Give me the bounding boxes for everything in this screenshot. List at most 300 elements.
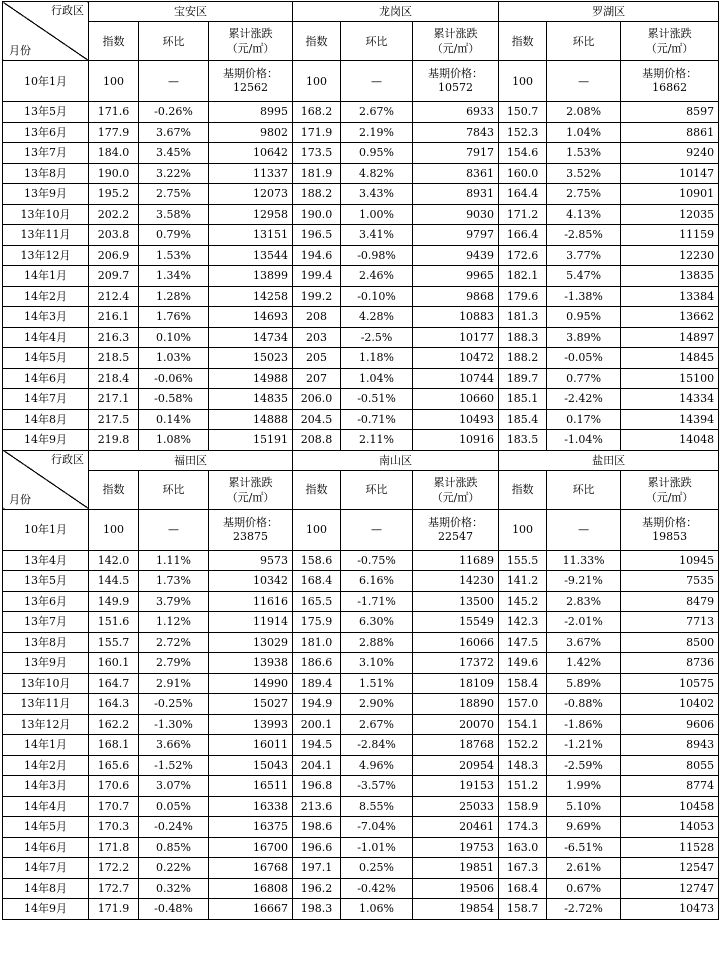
- index-cell: 190.0: [89, 163, 139, 184]
- cumulative-price-cell: 18109: [413, 673, 499, 694]
- base-price-value: 23875: [233, 529, 269, 543]
- mom-cell: 1.03%: [139, 348, 209, 369]
- cumulative-price-cell: 19153: [413, 776, 499, 797]
- cumulative-price-cell: 10660: [413, 389, 499, 410]
- table-row: [3, 817, 719, 838]
- index-cell: 168.1: [89, 735, 139, 756]
- mom-cell: -7.04%: [341, 817, 413, 838]
- mom-cell: 11.33%: [547, 550, 621, 571]
- cumulative-price-cell: 13384: [621, 286, 719, 307]
- table-row: [3, 694, 719, 715]
- index-cell: 217.5: [89, 409, 139, 430]
- month-cell: 14年8月: [3, 409, 89, 430]
- col-header-cumulative-line1: 累计涨跌: [228, 475, 273, 489]
- cumulative-price-cell: 9965: [413, 266, 499, 287]
- index-cell: 154.6: [499, 143, 547, 164]
- mom-cell: 2.75%: [547, 184, 621, 205]
- mom-cell: -1.04%: [547, 430, 621, 451]
- month-cell: 14年7月: [3, 858, 89, 879]
- mom-cell: 2.72%: [139, 632, 209, 653]
- table-row: [3, 204, 719, 225]
- col-header-cumulative-line2: （元/㎡）: [645, 42, 694, 55]
- index-cell: 205: [293, 348, 341, 369]
- corner-month-label: 月份: [9, 492, 31, 506]
- index-cell: 164.4: [499, 184, 547, 205]
- index-cell: 170.6: [89, 776, 139, 797]
- cumulative-price-cell: 20461: [413, 817, 499, 838]
- mom-cell: 1.12%: [139, 612, 209, 633]
- mom-cell: 3.79%: [139, 591, 209, 612]
- cumulative-price-cell: 10473: [621, 899, 719, 920]
- cumulative-price-cell: 19851: [413, 858, 499, 879]
- cumulative-price-cell: 16511: [209, 776, 293, 797]
- index-cell: 203.8: [89, 225, 139, 246]
- cumulative-price-cell: 9573: [209, 550, 293, 571]
- index-cell: 100: [499, 61, 547, 102]
- index-cell: 182.1: [499, 266, 547, 287]
- cumulative-price-cell: 16808: [209, 878, 293, 899]
- mom-cell: 1.51%: [341, 673, 413, 694]
- index-cell: 158.7: [499, 899, 547, 920]
- index-cell: 206.0: [293, 389, 341, 410]
- index-cell: 185.1: [499, 389, 547, 410]
- mom-cell: 2.46%: [341, 266, 413, 287]
- mom-cell: 0.14%: [139, 409, 209, 430]
- table-row: [3, 612, 719, 633]
- mom-cell: 5.10%: [547, 796, 621, 817]
- base-price-label: 基期价格：: [642, 515, 698, 529]
- cumulative-price-cell: 9797: [413, 225, 499, 246]
- index-cell: 179.6: [499, 286, 547, 307]
- mom-cell: 0.05%: [139, 796, 209, 817]
- cumulative-price-cell: 8774: [621, 776, 719, 797]
- base-price-label: 基期价格：: [428, 515, 484, 529]
- mom-cell: 0.77%: [547, 368, 621, 389]
- table-row: [3, 286, 719, 307]
- mom-cell: 0.85%: [139, 837, 209, 858]
- table-row: [3, 755, 719, 776]
- cumulative-price-cell: 14258: [209, 286, 293, 307]
- cumulative-price-cell: 10493: [413, 409, 499, 430]
- table-row: [3, 368, 719, 389]
- cumulative-price-cell: 10402: [621, 694, 719, 715]
- mom-cell: -0.75%: [341, 550, 413, 571]
- mom-cell: 2.88%: [341, 632, 413, 653]
- index-cell: 163.0: [499, 837, 547, 858]
- index-cell: 152.3: [499, 122, 547, 143]
- col-header-cumulative: [413, 22, 499, 61]
- cumulative-price-cell: 15043: [209, 755, 293, 776]
- mom-cell: 8.55%: [341, 796, 413, 817]
- mom-cell: 2.83%: [547, 591, 621, 612]
- col-header-cumulative-line1: 累计涨跌: [647, 27, 692, 40]
- table-row: [3, 550, 719, 571]
- index-cell: 170.3: [89, 817, 139, 838]
- cumulative-price-cell: 13835: [621, 266, 719, 287]
- mom-cell: —: [341, 509, 413, 550]
- mom-cell: -2.5%: [341, 327, 413, 348]
- index-cell: 208: [293, 307, 341, 328]
- index-cell: 141.2: [499, 571, 547, 592]
- cumulative-price-cell: 13029: [209, 632, 293, 653]
- cumulative-price-cell: 10575: [621, 673, 719, 694]
- mom-cell: 5.89%: [547, 673, 621, 694]
- cumulative-price-cell: 14990: [209, 673, 293, 694]
- district-header: 罗湖区: [499, 2, 719, 22]
- mom-cell: 6.16%: [341, 571, 413, 592]
- mom-cell: 0.32%: [139, 878, 209, 899]
- month-cell: 14年2月: [3, 755, 89, 776]
- district-header: 盐田区: [499, 450, 719, 470]
- mom-cell: —: [547, 509, 621, 550]
- index-cell: 184.0: [89, 143, 139, 164]
- col-header-cumulative: [621, 22, 719, 61]
- cumulative-price-cell: 11616: [209, 591, 293, 612]
- cumulative-price-cell: 8479: [621, 591, 719, 612]
- month-cell: 13年8月: [3, 163, 89, 184]
- cumulative-price-cell: 8055: [621, 755, 719, 776]
- mom-cell: 3.52%: [547, 163, 621, 184]
- mom-cell: 2.11%: [341, 430, 413, 451]
- cumulative-price-cell: 10901: [621, 184, 719, 205]
- month-cell: 13年7月: [3, 612, 89, 633]
- mom-cell: -3.57%: [341, 776, 413, 797]
- cumulative-price-cell: 12073: [209, 184, 293, 205]
- cumulative-price-cell: 13151: [209, 225, 293, 246]
- cumulative-price-cell: 14897: [621, 327, 719, 348]
- table-row: [3, 348, 719, 369]
- corner-month-label: 月份: [9, 44, 31, 57]
- index-cell: 100: [293, 509, 341, 550]
- cumulative-price-cell: 16375: [209, 817, 293, 838]
- table-row: [3, 266, 719, 287]
- cumulative-price-cell: 16667: [209, 899, 293, 920]
- cumulative-price-cell: 20070: [413, 714, 499, 735]
- mom-cell: —: [139, 509, 209, 550]
- mom-cell: -0.26%: [139, 102, 209, 123]
- month-cell: 14年4月: [3, 796, 89, 817]
- table-row: [3, 878, 719, 899]
- month-cell: 14年2月: [3, 286, 89, 307]
- base-price-value: 16862: [652, 81, 688, 94]
- cumulative-price-cell: 15100: [621, 368, 719, 389]
- cumulative-price-cell: 9240: [621, 143, 719, 164]
- mom-cell: 0.95%: [341, 143, 413, 164]
- index-cell: 100: [89, 509, 139, 550]
- index-cell: 167.3: [499, 858, 547, 879]
- index-cell: 145.2: [499, 591, 547, 612]
- index-cell: 164.3: [89, 694, 139, 715]
- index-cell: 152.2: [499, 735, 547, 756]
- mom-cell: -0.05%: [547, 348, 621, 369]
- index-cell: 172.6: [499, 245, 547, 266]
- cumulative-price-cell: 15549: [413, 612, 499, 633]
- month-cell: 13年10月: [3, 204, 89, 225]
- cumulative-price-cell: 10642: [209, 143, 293, 164]
- mom-cell: 4.28%: [341, 307, 413, 328]
- cumulative-price-cell: 12958: [209, 204, 293, 225]
- mom-cell: -2.59%: [547, 755, 621, 776]
- col-header-cumulative: [209, 470, 293, 509]
- mom-cell: 0.25%: [341, 858, 413, 879]
- cumulative-price-cell: 10342: [209, 571, 293, 592]
- cumulative-price-cell: 13500: [413, 591, 499, 612]
- cumulative-price-cell: 7917: [413, 143, 499, 164]
- mom-cell: 5.47%: [547, 266, 621, 287]
- mom-cell: -1.21%: [547, 735, 621, 756]
- cumulative-price-cell: 10472: [413, 348, 499, 369]
- col-header-cumulative-line2: （元/㎡）: [226, 42, 275, 55]
- index-cell: 207: [293, 368, 341, 389]
- table-row: [3, 430, 719, 451]
- mom-cell: 2.91%: [139, 673, 209, 694]
- mom-cell: 3.89%: [547, 327, 621, 348]
- corner-region-label: 行政区: [51, 452, 84, 466]
- index-cell: 154.1: [499, 714, 547, 735]
- cumulative-price-cell: 15023: [209, 348, 293, 369]
- col-header-mom: 环比: [139, 22, 209, 61]
- col-header-index: 指数: [499, 22, 547, 61]
- cumulative-price-cell: 7843: [413, 122, 499, 143]
- cumulative-price-cell: 13662: [621, 307, 719, 328]
- table-row: [3, 307, 719, 328]
- cumulative-price-cell: 14053: [621, 817, 719, 838]
- index-cell: 165.5: [293, 591, 341, 612]
- index-cell: 206.9: [89, 245, 139, 266]
- index-cell: 189.4: [293, 673, 341, 694]
- index-cell: 189.7: [499, 368, 547, 389]
- index-cell: 209.7: [89, 266, 139, 287]
- cumulative-price-cell: 10945: [621, 550, 719, 571]
- col-header-index: 指数: [89, 22, 139, 61]
- mom-cell: 3.10%: [341, 653, 413, 674]
- index-cell: 155.5: [499, 550, 547, 571]
- cumulative-price-cell: 11689: [413, 550, 499, 571]
- month-cell: 13年7月: [3, 143, 89, 164]
- index-cell: 174.3: [499, 817, 547, 838]
- index-cell: 188.2: [499, 348, 547, 369]
- mom-cell: 6.30%: [341, 612, 413, 633]
- index-cell: 162.2: [89, 714, 139, 735]
- table-row: [3, 163, 719, 184]
- index-cell: 173.5: [293, 143, 341, 164]
- index-cell: 219.8: [89, 430, 139, 451]
- index-cell: 142.0: [89, 550, 139, 571]
- cumulative-price-cell: 18768: [413, 735, 499, 756]
- cumulative-price-cell: 8500: [621, 632, 719, 653]
- mom-cell: 2.67%: [341, 102, 413, 123]
- month-cell: 13年5月: [3, 571, 89, 592]
- cumulative-price-cell: 9802: [209, 122, 293, 143]
- table-row: [3, 858, 719, 879]
- month-cell: 13年8月: [3, 632, 89, 653]
- cumulative-price-cell: 14334: [621, 389, 719, 410]
- district-header: 福田区: [89, 450, 293, 470]
- cumulative-price-cell: 6933: [413, 102, 499, 123]
- cumulative-price-cell: 10458: [621, 796, 719, 817]
- mom-cell: 3.67%: [547, 632, 621, 653]
- cumulative-price-cell: 15191: [209, 430, 293, 451]
- month-cell: 14年8月: [3, 878, 89, 899]
- index-cell: 155.7: [89, 632, 139, 653]
- mom-cell: -1.71%: [341, 591, 413, 612]
- mom-cell: 1.00%: [341, 204, 413, 225]
- month-cell: 13年12月: [3, 714, 89, 735]
- mom-cell: 0.79%: [139, 225, 209, 246]
- index-cell: 149.9: [89, 591, 139, 612]
- mom-cell: -9.21%: [547, 571, 621, 592]
- month-cell: 13年9月: [3, 184, 89, 205]
- index-cell: 203: [293, 327, 341, 348]
- mom-cell: 2.19%: [341, 122, 413, 143]
- index-cell: 181.3: [499, 307, 547, 328]
- index-cell: 168.2: [293, 102, 341, 123]
- base-price-value: 19853: [652, 529, 688, 543]
- col-header-mom: 环比: [341, 470, 413, 509]
- index-cell: 181.9: [293, 163, 341, 184]
- base-price-cell: [621, 509, 719, 550]
- index-cell: 212.4: [89, 286, 139, 307]
- mom-cell: -2.72%: [547, 899, 621, 920]
- month-cell: 14年7月: [3, 389, 89, 410]
- index-cell: 196.6: [293, 837, 341, 858]
- mom-cell: 2.08%: [547, 102, 621, 123]
- table-row: [3, 571, 719, 592]
- month-cell: 14年9月: [3, 430, 89, 451]
- index-cell: 196.2: [293, 878, 341, 899]
- header-row-columns: [3, 22, 719, 61]
- mom-cell: 0.95%: [547, 307, 621, 328]
- mom-cell: -0.48%: [139, 899, 209, 920]
- mom-cell: 0.17%: [547, 409, 621, 430]
- mom-cell: 2.67%: [341, 714, 413, 735]
- index-cell: 197.1: [293, 858, 341, 879]
- month-cell: 13年6月: [3, 122, 89, 143]
- month-cell: 13年5月: [3, 102, 89, 123]
- mom-cell: 3.58%: [139, 204, 209, 225]
- mom-cell: -6.51%: [547, 837, 621, 858]
- index-cell: 196.8: [293, 776, 341, 797]
- table-row: [3, 327, 719, 348]
- mom-cell: 3.41%: [341, 225, 413, 246]
- mom-cell: 2.90%: [341, 694, 413, 715]
- month-cell: 14年6月: [3, 368, 89, 389]
- index-cell: 188.3: [499, 327, 547, 348]
- mom-cell: 1.18%: [341, 348, 413, 369]
- cumulative-price-cell: 12547: [621, 858, 719, 879]
- cumulative-price-cell: 25033: [413, 796, 499, 817]
- col-header-cumulative-line2: （元/㎡）: [226, 490, 275, 504]
- mom-cell: 1.28%: [139, 286, 209, 307]
- table-row: [3, 776, 719, 797]
- mom-cell: 1.08%: [139, 430, 209, 451]
- mom-cell: 1.04%: [547, 122, 621, 143]
- index-cell: 171.9: [89, 899, 139, 920]
- cumulative-price-cell: 8943: [621, 735, 719, 756]
- index-cell: 204.5: [293, 409, 341, 430]
- mom-cell: 1.53%: [139, 245, 209, 266]
- cumulative-price-cell: 9030: [413, 204, 499, 225]
- mom-cell: -0.10%: [341, 286, 413, 307]
- index-cell: 199.2: [293, 286, 341, 307]
- mom-cell: —: [547, 61, 621, 102]
- mom-cell: 4.13%: [547, 204, 621, 225]
- index-cell: 194.6: [293, 245, 341, 266]
- cumulative-price-cell: 20954: [413, 755, 499, 776]
- col-header-cumulative: [209, 22, 293, 61]
- cumulative-price-cell: 16700: [209, 837, 293, 858]
- month-cell: 14年3月: [3, 307, 89, 328]
- month-cell: 14年9月: [3, 899, 89, 920]
- mom-cell: -2.01%: [547, 612, 621, 633]
- mom-cell: 2.75%: [139, 184, 209, 205]
- mom-cell: -1.30%: [139, 714, 209, 735]
- mom-cell: -0.24%: [139, 817, 209, 838]
- cumulative-price-cell: 14888: [209, 409, 293, 430]
- mom-cell: 2.79%: [139, 653, 209, 674]
- col-header-mom: 环比: [547, 470, 621, 509]
- index-cell: 218.5: [89, 348, 139, 369]
- index-cell: 158.4: [499, 673, 547, 694]
- district-header: 龙岗区: [293, 2, 499, 22]
- mom-cell: 1.11%: [139, 550, 209, 571]
- cumulative-price-cell: 12035: [621, 204, 719, 225]
- cumulative-price-cell: 11337: [209, 163, 293, 184]
- table-row: [3, 102, 719, 123]
- index-cell: 194.9: [293, 694, 341, 715]
- mom-cell: 3.22%: [139, 163, 209, 184]
- mom-cell: —: [341, 61, 413, 102]
- index-cell: 171.2: [499, 204, 547, 225]
- month-cell: 14年4月: [3, 327, 89, 348]
- cumulative-price-cell: 8931: [413, 184, 499, 205]
- col-header-cumulative-line1: 累计涨跌: [228, 27, 273, 40]
- table-row: [3, 389, 719, 410]
- index-cell: 164.7: [89, 673, 139, 694]
- district-header: 南山区: [293, 450, 499, 470]
- index-cell: 185.4: [499, 409, 547, 430]
- index-cell: 100: [89, 61, 139, 102]
- month-cell: 13年12月: [3, 245, 89, 266]
- cumulative-price-cell: 15027: [209, 694, 293, 715]
- cumulative-price-cell: 7535: [621, 571, 719, 592]
- col-header-cumulative-line2: （元/㎡）: [645, 490, 694, 504]
- cumulative-price-cell: 16768: [209, 858, 293, 879]
- cumulative-price-cell: 13938: [209, 653, 293, 674]
- index-cell: 171.6: [89, 102, 139, 123]
- col-header-mom: 环比: [139, 470, 209, 509]
- col-header-cumulative-line1: 累计涨跌: [647, 475, 692, 489]
- base-price-cell: [209, 61, 293, 102]
- mom-cell: 3.66%: [139, 735, 209, 756]
- index-cell: 166.4: [499, 225, 547, 246]
- base-price-label: 基期价格：: [428, 67, 484, 80]
- col-header-index: 指数: [293, 22, 341, 61]
- table-row: [3, 735, 719, 756]
- month-cell: 10年1月: [3, 61, 89, 102]
- index-cell: 150.7: [499, 102, 547, 123]
- mom-cell: 4.96%: [341, 755, 413, 776]
- cumulative-price-cell: 8736: [621, 653, 719, 674]
- cumulative-price-cell: 16011: [209, 735, 293, 756]
- base-price-value: 10572: [438, 81, 474, 94]
- month-cell: 14年6月: [3, 837, 89, 858]
- cumulative-price-cell: 14230: [413, 571, 499, 592]
- table-row: [3, 245, 719, 266]
- cumulative-price-cell: 8361: [413, 163, 499, 184]
- index-cell: 196.5: [293, 225, 341, 246]
- table-row: [3, 184, 719, 205]
